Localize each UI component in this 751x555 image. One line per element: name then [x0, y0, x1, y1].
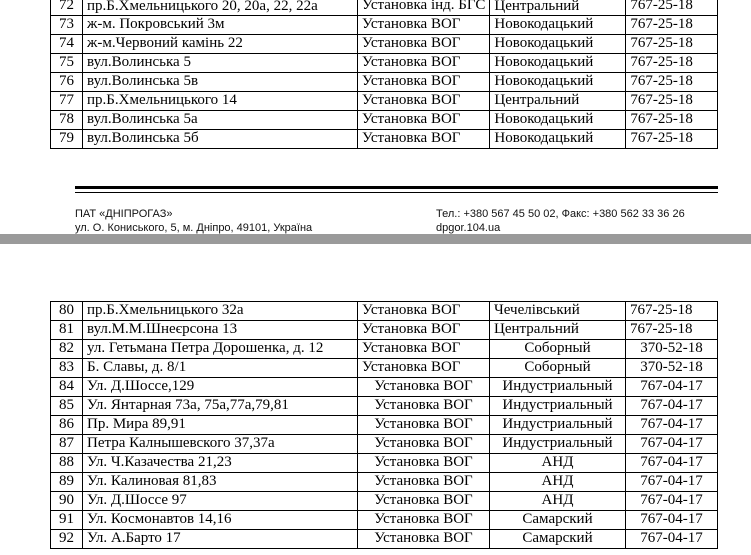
top-table: [50, 0, 718, 149]
table-row: [51, 378, 718, 397]
footer-divider-thin: [75, 192, 718, 193]
work-type-cell: Установка ВОГ: [358, 54, 490, 73]
row-number: 73: [51, 16, 83, 35]
table-row: [51, 473, 718, 492]
district-cell: Индустриальный: [490, 416, 626, 435]
work-type-cell: Установка ВОГ: [358, 340, 490, 359]
row-number: 76: [51, 73, 83, 92]
table-row: [51, 73, 718, 92]
district-cell: Самарский: [490, 511, 626, 530]
row-number: 91: [51, 511, 83, 530]
row-number: 81: [51, 321, 83, 340]
phone-cell: 767-25-18: [626, 73, 718, 92]
district-cell: Индустриальный: [490, 435, 626, 454]
work-type-cell: Установка ВОГ: [358, 416, 490, 435]
table-row: [51, 359, 718, 378]
work-type-cell: Установка ВОГ: [358, 530, 490, 549]
work-type-cell: Установка ВОГ: [358, 397, 490, 416]
footer-company-name: ПАТ «ДНІПРОГАЗ»: [75, 208, 173, 220]
row-number: 80: [51, 302, 83, 321]
work-type-cell: Установка інд. БГС: [358, 0, 490, 16]
phone-cell: 767-25-18: [626, 321, 718, 340]
phone-cell: 767-25-18: [626, 130, 718, 149]
work-type-cell: Установка ВОГ: [358, 130, 490, 149]
district-cell: Новокодацький: [490, 16, 626, 35]
row-number: 87: [51, 435, 83, 454]
table-row: [51, 511, 718, 530]
address-cell: Ул. Калиновая 81,83: [83, 473, 358, 492]
district-cell: Новокодацький: [490, 111, 626, 130]
row-number: 88: [51, 454, 83, 473]
district-cell: Соборный: [490, 359, 626, 378]
work-type-cell: Установка ВОГ: [358, 16, 490, 35]
district-cell: Индустриальный: [490, 378, 626, 397]
footer-contact-block: [436, 207, 685, 235]
district-cell: Центральний: [490, 92, 626, 111]
footer-company-block: [75, 207, 312, 235]
table-row: [51, 302, 718, 321]
table-row: [51, 530, 718, 549]
phone-cell: 767-25-18: [626, 0, 718, 16]
table-row: [51, 435, 718, 454]
district-cell: Соборный: [490, 340, 626, 359]
table-row: [51, 54, 718, 73]
phone-cell: 767-25-18: [626, 54, 718, 73]
work-type-cell: Установка ВОГ: [358, 378, 490, 397]
row-number: 77: [51, 92, 83, 111]
table-row: [51, 321, 718, 340]
phone-cell: 767-04-17: [626, 397, 718, 416]
phone-cell: 767-25-18: [626, 35, 718, 54]
work-type-cell: Установка ВОГ: [358, 35, 490, 54]
district-cell: Чечелівський: [490, 302, 626, 321]
phone-cell: 767-04-17: [626, 435, 718, 454]
phone-cell: 767-04-17: [626, 492, 718, 511]
row-number: 84: [51, 378, 83, 397]
row-number: 90: [51, 492, 83, 511]
address-cell: ж-м. Покровський 3м: [83, 16, 358, 35]
phone-cell: 767-04-17: [626, 530, 718, 549]
work-type-cell: Установка ВОГ: [358, 454, 490, 473]
footer-company-address: ул. О. Кониського, 5, м. Дніпро, 49101, Україна: [75, 222, 313, 234]
phone-cell: 767-04-17: [626, 454, 718, 473]
work-type-cell: Установка ВОГ: [358, 511, 490, 530]
phone-cell: 767-25-18: [626, 92, 718, 111]
table-row: [51, 130, 718, 149]
phone-cell: 767-25-18: [626, 16, 718, 35]
address-cell: Ул. Д.Шоссе,129: [83, 378, 358, 397]
phone-cell: 767-04-17: [626, 378, 718, 397]
row-number: 92: [51, 530, 83, 549]
address-cell: вул.Волинська 5в: [83, 73, 358, 92]
work-type-cell: Установка ВОГ: [358, 435, 490, 454]
work-type-cell: Установка ВОГ: [358, 359, 490, 378]
table-row: [51, 92, 718, 111]
table-row: [51, 416, 718, 435]
district-cell: Центральний: [490, 0, 626, 16]
row-number: 79: [51, 130, 83, 149]
row-number: 85: [51, 397, 83, 416]
work-type-cell: Установка ВОГ: [358, 473, 490, 492]
district-cell: Самарский: [490, 530, 626, 549]
row-number: 78: [51, 111, 83, 130]
table-row: [51, 111, 718, 130]
footer-phones: Тел.: +380 567 45 50 02, Факс: +380 562 33 36 26: [436, 208, 685, 220]
district-cell: АНД: [490, 454, 626, 473]
address-cell: вул.Волинська 5: [83, 54, 358, 73]
work-type-cell: Установка ВОГ: [358, 492, 490, 511]
address-cell: пр.Б.Хмельницького 14: [83, 92, 358, 111]
work-type-cell: Установка ВОГ: [358, 302, 490, 321]
district-cell: Индустриальный: [490, 397, 626, 416]
district-cell: Новокодацький: [490, 73, 626, 92]
table-row: [51, 397, 718, 416]
address-cell: Ул. Космонавтов 14,16: [83, 511, 358, 530]
address-cell: пр.Б.Хмельницького 32а: [83, 302, 358, 321]
work-type-cell: Установка ВОГ: [358, 73, 490, 92]
address-cell: пр.Б.Хмельницького 20, 20а, 22, 22а: [83, 0, 358, 16]
table-row: [51, 16, 718, 35]
row-number: 72: [51, 0, 83, 16]
table-row: [51, 0, 718, 16]
phone-cell: 767-25-18: [626, 111, 718, 130]
district-cell: Новокодацький: [490, 130, 626, 149]
district-cell: Центральний: [490, 321, 626, 340]
table-row: [51, 35, 718, 54]
address-cell: ул. Гетьмана Петра Дорошенка, д. 12: [83, 340, 358, 359]
address-cell: Петра Калнышевского 37,37а: [83, 435, 358, 454]
address-cell: Ул. Янтарная 73а, 75а,77а,79,81: [83, 397, 358, 416]
district-cell: АНД: [490, 492, 626, 511]
address-cell: вул.Волинська 5б: [83, 130, 358, 149]
table-row: [51, 492, 718, 511]
district-cell: Новокодацький: [490, 54, 626, 73]
phone-cell: 767-25-18: [626, 302, 718, 321]
address-cell: Ул. А.Барто 17: [83, 530, 358, 549]
row-number: 83: [51, 359, 83, 378]
district-cell: Новокодацький: [490, 35, 626, 54]
row-number: 82: [51, 340, 83, 359]
page-break-band: [0, 234, 751, 244]
table-row: [51, 340, 718, 359]
work-type-cell: Установка ВОГ: [358, 92, 490, 111]
address-cell: Пр. Мира 89,91: [83, 416, 358, 435]
address-cell: вул.Волинська 5а: [83, 111, 358, 130]
phone-cell: 370-52-18: [626, 340, 718, 359]
district-cell: АНД: [490, 473, 626, 492]
phone-cell: 767-04-17: [626, 473, 718, 492]
row-number: 89: [51, 473, 83, 492]
phone-cell: 767-04-17: [626, 511, 718, 530]
address-cell: ж-м.Червоний камінь 22: [83, 35, 358, 54]
table-row: [51, 454, 718, 473]
row-number: 75: [51, 54, 83, 73]
work-type-cell: Установка ВОГ: [358, 111, 490, 130]
address-cell: вул.М.М.Шнеєрсона 13: [83, 321, 358, 340]
footer-website: dpgor.104.ua: [436, 222, 501, 234]
footer-divider-thick: [75, 186, 718, 189]
address-cell: Ул. Д.Шоссе 97: [83, 492, 358, 511]
row-number: 74: [51, 35, 83, 54]
phone-cell: 370-52-18: [626, 359, 718, 378]
row-number: 86: [51, 416, 83, 435]
address-cell: Ул. Ч.Казачества 21,23: [83, 454, 358, 473]
bottom-table: [50, 301, 718, 549]
phone-cell: 767-04-17: [626, 416, 718, 435]
work-type-cell: Установка ВОГ: [358, 321, 490, 340]
address-cell: Б. Славы, д. 8/1: [83, 359, 358, 378]
document-page-upper: [0, 0, 751, 234]
